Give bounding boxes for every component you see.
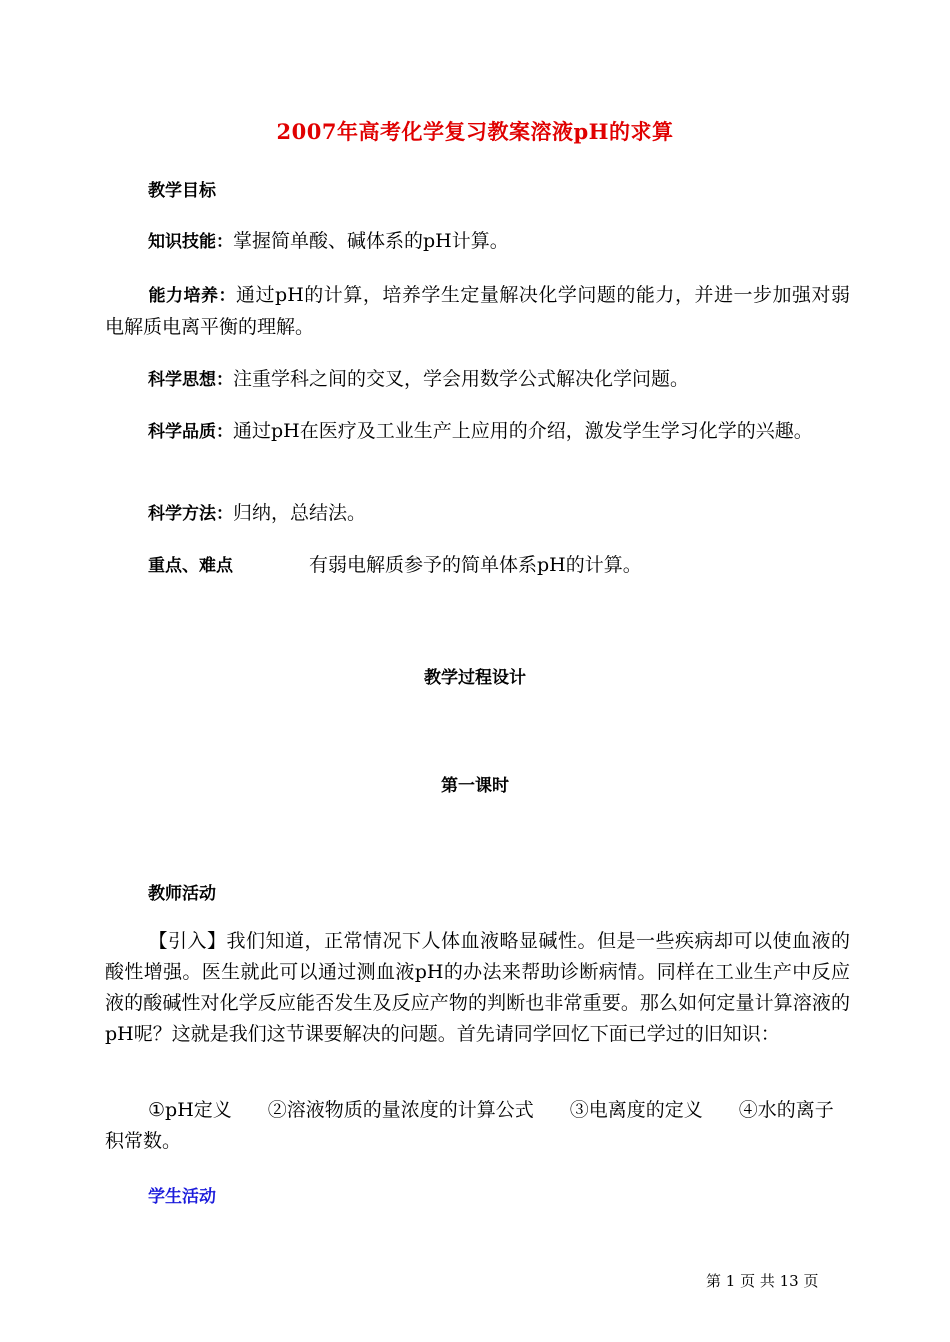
thinking-text: 注重学科之间的交叉，学会用数学公式解决化学问题。 [233,368,690,390]
review-paragraph [105,1095,850,1157]
quality-text: 通过pH在医疗及工业生产上应用的介绍，激发学生学习化学的兴趣。 [233,420,813,442]
intro-paragraph [105,926,850,1050]
review-item-3: ③电离度的定义 [569,1099,703,1121]
objectives-heading: 教学目标 [148,181,216,201]
quality-label: 科学品质： [148,422,233,442]
knowledge-skill-text: 掌握简单酸、碱体系的pH计算。 [233,230,509,252]
method-text: 归纳，总结法。 [233,502,367,524]
review-item-4: ④水的离子积常数。 [105,1099,834,1152]
keypoints-label: 重点、难点 [148,556,233,576]
lesson-heading: 第一课时 [441,776,509,796]
teacher-activity-heading: 教师活动 [148,884,216,904]
review-item-2: ②溶液物质的量浓度的计算公式 [267,1099,534,1121]
page-footer: 第 1 页 共 13 页 [706,1272,819,1290]
student-activity-heading: 学生活动 [148,1187,216,1207]
review-item-1: ①pH定义 [148,1099,232,1121]
thinking-paragraph [105,364,850,396]
ability-label: 能力培养： [148,286,237,306]
document-title: 2007年高考化学复习教案溶液pH的求算 [276,119,674,144]
ability-text: 通过pH的计算，培养学生定量解决化学问题的能力，并进一步加强对弱电解质电离平衡的理解。 [105,284,851,338]
keypoints-text: 有弱电解质参予的简单体系pH的计算。 [309,554,642,576]
knowledge-skill-label: 知识技能： [148,232,233,252]
method-paragraph [105,498,850,530]
process-heading: 教学过程设计 [424,668,526,688]
ability-paragraph [105,280,850,343]
knowledge-skill-paragraph [105,226,850,258]
intro-text: 【引入】我们知道，正常情况下人体血液略显碱性。但是一些疾病却可以使血液的酸性增强。医生就此可以通过测血液pH的办法来帮助诊断病情。同样在工业生产中反应液的酸碱性对化学反应能否发生及反应产物的判断也非常重要。那么如何定量计算溶液的pH呢？这就是我们这节课要解决的问题。首先请同学回忆下面已学过的旧知识： [105,930,850,1045]
method-label: 科学方法： [148,504,233,524]
keypoints-paragraph [105,550,850,582]
quality-paragraph [105,416,850,448]
thinking-label: 科学思想： [148,370,233,390]
